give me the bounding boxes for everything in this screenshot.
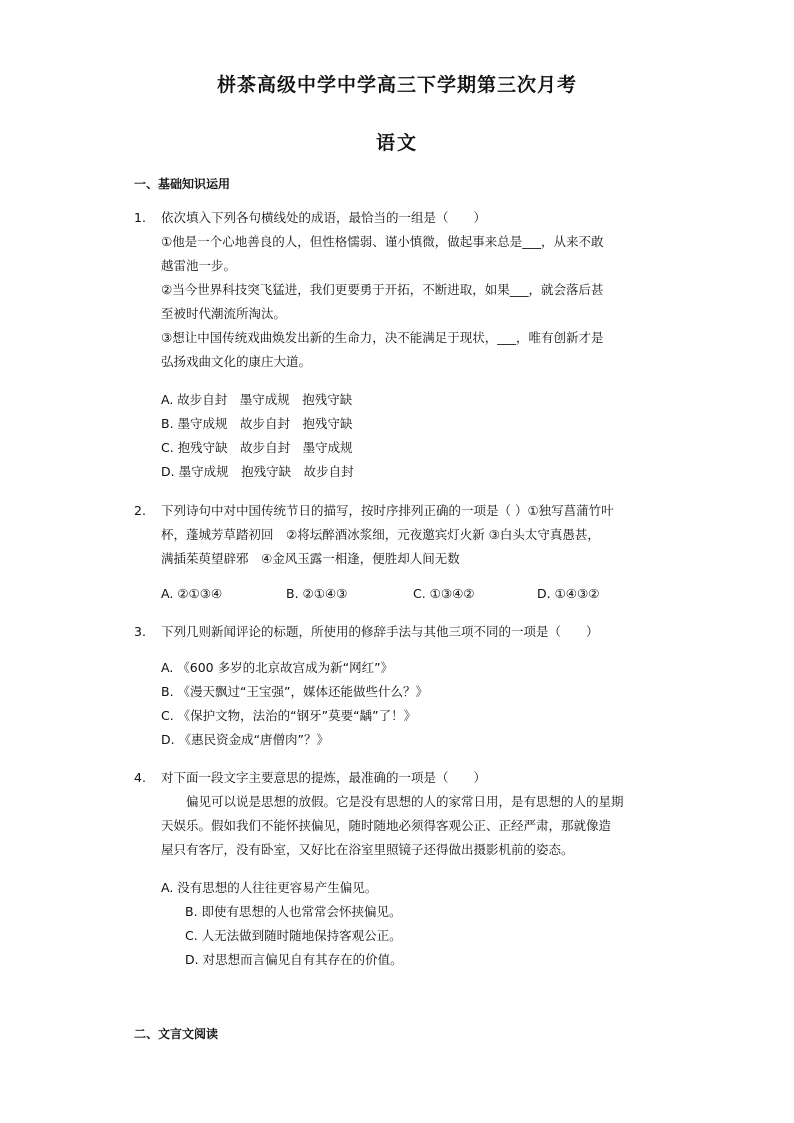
question-2 <box>134 499 664 571</box>
exam-title: 栟茶高级中学中学高三下学期第三次月考 <box>216 74 577 96</box>
question-line: 满插茱萸望辟邪 ④金风玉露一相逢，便胜却人间无数 <box>161 551 460 566</box>
passage-line: 偏见可以说是思想的放假。它是没有思想的人的家常日用，是有思想的人的星期 <box>186 794 624 809</box>
question-4-options <box>161 876 403 972</box>
question-stem: 下列几则新闻评论的标题，所使用的修辞手法与其他三项不同的一项是（ ） <box>161 624 599 639</box>
option-b[interactable]: B. 即使有思想的人也常常会怀挟偏见。 <box>185 904 402 919</box>
passage-line: 屋只有客厅，没有卧室，又好比在浴室里照镜子还得做出摄影机前的姿态。 <box>161 842 574 857</box>
question-line: 至被时代潮流所淘汰。 <box>161 306 287 321</box>
option-d[interactable]: D. ①④③② <box>537 586 600 601</box>
option-b[interactable]: B. 墨守成规 故步自封 抱残守缺 <box>161 416 353 431</box>
question-4 <box>134 766 664 862</box>
question-1 <box>134 206 664 374</box>
option-a[interactable]: A. ②①③④ <box>161 586 223 601</box>
subject-title: 语文 <box>375 132 418 154</box>
question-number: 4. <box>134 770 146 785</box>
option-d[interactable]: D. 对思想而言偏见自有其存在的价值。 <box>185 952 403 967</box>
passage-line: 天娱乐。假如我们不能怀挟偏见，随时随地必须得客观公正、正经严肃，那就像造 <box>161 818 612 833</box>
option-a[interactable]: A. 《600 多岁的北京故宫成为新“网红”》 <box>161 660 394 675</box>
section-heading: 一、基础知识运用 <box>134 177 231 191</box>
question-line: 弘扬戏曲文化的康庄大道。 <box>161 354 312 369</box>
option-c[interactable]: C. 抱残守缺 故步自封 墨守成规 <box>161 440 353 455</box>
question-number: 3. <box>134 624 146 639</box>
question-line: ②当今世界科技突飞猛进，我们更要勇于开拓，不断进取，如果___，就会落后甚 <box>161 282 604 297</box>
question-line: 杯，蓬城芳草踏初回 ②将坛醉酒冰浆细，元夜邀宾灯火新 ③白头太守真愚甚， <box>161 527 600 542</box>
option-b[interactable]: B. 《漫天飘过“王宝强”，媒体还能做些什么？》 <box>161 684 428 699</box>
option-c[interactable]: C. ①③④② <box>413 586 475 601</box>
question-1-options <box>161 388 354 484</box>
option-a[interactable]: A. 没有思想的人往往更容易产生偏见。 <box>161 880 378 895</box>
option-d[interactable]: D. 《惠民资金成“唐僧肉”？》 <box>161 732 330 747</box>
option-a[interactable]: A. 故步自封 墨守成规 抱残守缺 <box>161 392 353 407</box>
option-c[interactable]: C. 人无法做到随时随地保持客观公正。 <box>185 928 402 943</box>
option-d[interactable]: D. 墨守成规 抱残守缺 故步自封 <box>161 464 354 479</box>
section-heading: 二、文言文阅读 <box>134 1027 219 1041</box>
question-3 <box>134 620 664 644</box>
question-number: 1. <box>134 210 146 225</box>
question-stem: 依次填入下列各句横线处的成语，最恰当的一组是（ ） <box>161 210 487 225</box>
question-stem: 对下面一段文字主要意思的提炼，最准确的一项是（ ） <box>161 770 487 785</box>
question-line: ③想让中国传统戏曲焕发出新的生命力，决不能满足于现状，___，唯有创新才是 <box>161 330 604 345</box>
option-b[interactable]: B. ②①④③ <box>286 586 348 601</box>
question-line: 越雷池一步。 <box>161 258 237 273</box>
question-line: ①他是一个心地善良的人，但性格懦弱、谨小慎微，做起事来总是___，从来不敢 <box>161 234 604 249</box>
question-stem: 下列诗句中对中国传统节日的描写，按时序排列正确的一项是（ ）①独写菖蒲竹叶 <box>161 503 614 518</box>
option-c[interactable]: C. 《保护文物，法治的“钢牙”莫要“龋”了！》 <box>161 708 417 723</box>
question-number: 2. <box>134 503 146 518</box>
question-3-options <box>161 656 428 752</box>
